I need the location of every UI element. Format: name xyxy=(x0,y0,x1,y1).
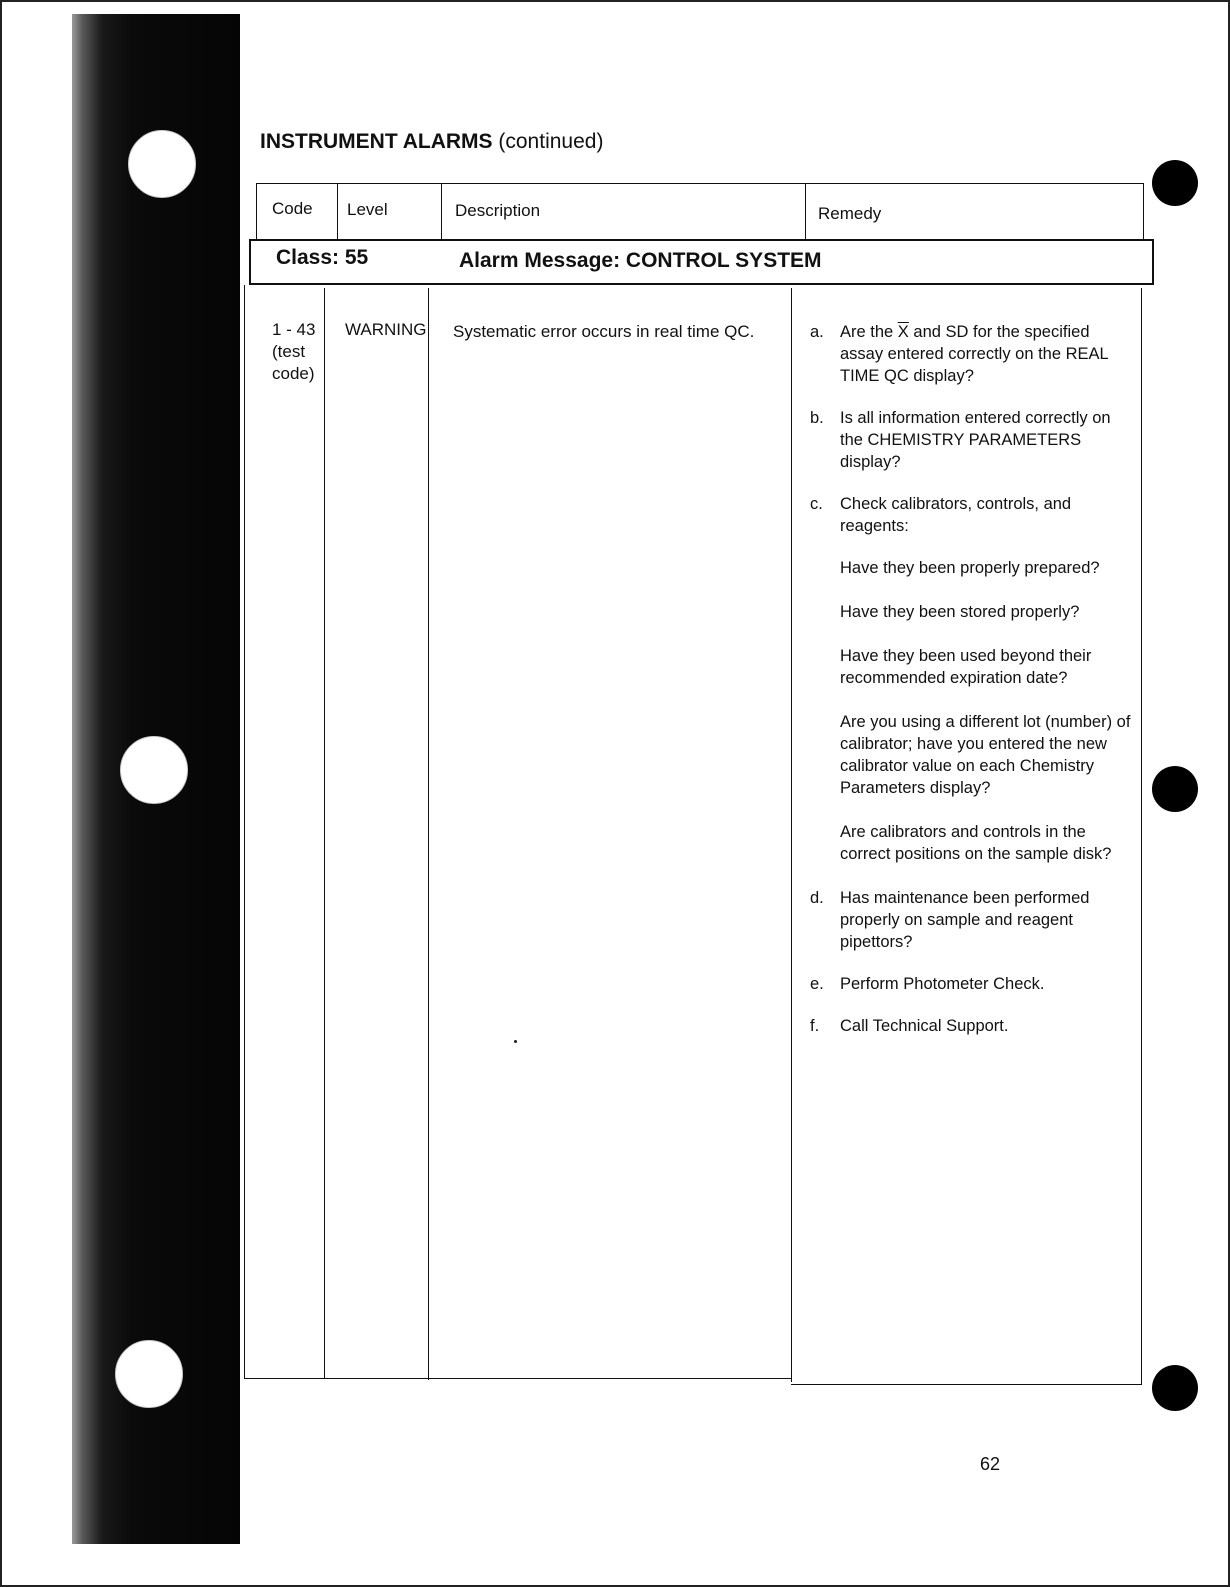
table-bottom-border-right xyxy=(791,1384,1142,1385)
body-divider-description xyxy=(791,288,792,1382)
table-bottom-border-left xyxy=(244,1378,792,1379)
remedy-sub-item: Have they been used beyond their recommended expiration date? xyxy=(840,647,1092,687)
remedy-item-d xyxy=(806,887,1136,953)
remedy-sub-item: Have they been properly prepared? xyxy=(840,559,1100,577)
remedy-text: Perform Photometer Check. xyxy=(840,975,1045,993)
remedy-item-c xyxy=(806,493,1136,537)
remedy-sub-item: Are you using a different lot (number) of calibrator; have you entered the new calibrator value on each Chemistry Parameters display? xyxy=(840,713,1131,797)
body-divider-code xyxy=(324,288,325,1378)
level-cell: WARNING xyxy=(345,320,427,339)
binder-hole-top xyxy=(128,130,196,198)
remedy-sub-item: Are calibrators and controls in the correct positions on the sample disk? xyxy=(840,823,1112,863)
header-level: Level xyxy=(347,200,388,219)
remedy-letter: c. xyxy=(810,495,823,513)
punch-dot-bottom xyxy=(1152,1365,1198,1411)
header-right-border xyxy=(1143,183,1144,239)
remedy-list xyxy=(806,321,1136,1057)
binder-hole-middle xyxy=(120,736,188,804)
header-code: Code xyxy=(272,199,313,218)
remedy-letter: f. xyxy=(810,1017,820,1035)
page-heading xyxy=(260,130,603,154)
class-label: Class: 55 xyxy=(276,246,369,269)
remedy-item-f xyxy=(806,1015,1136,1037)
code-line: (test xyxy=(272,342,306,361)
class-band xyxy=(249,239,1154,285)
body-right-border xyxy=(1141,288,1142,1384)
remedy-text-pre: Are the xyxy=(840,323,898,341)
header-description: Description xyxy=(455,201,541,220)
code-line: 1 - 43 xyxy=(272,320,316,339)
remedy-item-b xyxy=(806,407,1136,473)
remedy-text: Is all information entered correctly on the CHEMISTRY PARAMETERS display? xyxy=(840,409,1111,471)
header-left-border xyxy=(256,183,257,239)
heading-bold: INSTRUMENT ALARMS xyxy=(260,130,493,153)
remedy-letter: b. xyxy=(810,409,824,427)
body-left-border xyxy=(244,285,245,1378)
punch-dot-middle xyxy=(1152,766,1198,812)
header-remedy: Remedy xyxy=(818,204,882,223)
remedy-text: Has maintenance been performed properly on sample and reagent pipettors? xyxy=(840,889,1090,951)
body-divider-level xyxy=(428,288,429,1380)
remedy-text: Check calibrators, controls, and reagents: xyxy=(840,495,1072,535)
x-bar-symbol: $\overline{X}$ xyxy=(897,323,909,341)
remedy-text: Call Technical Support. xyxy=(840,1017,1009,1035)
remedy-letter: d. xyxy=(810,889,824,907)
code-line: code) xyxy=(272,364,315,383)
page-number: 62 xyxy=(980,1454,1001,1474)
binder-hole-bottom xyxy=(115,1340,183,1408)
code-cell xyxy=(272,319,315,385)
description-cell: Systematic error occurs in real time QC. xyxy=(453,322,755,341)
remedy-item-e xyxy=(806,973,1136,995)
heading-continued: (continued) xyxy=(492,130,604,153)
table-top-border xyxy=(256,183,1144,184)
remedy-text-post: and SD for the specified assay entered correctly on the REAL TIME QC display? xyxy=(840,323,1109,385)
header-divider-code xyxy=(337,183,338,239)
remedy-letter: a. xyxy=(810,323,824,341)
alarm-message: Alarm Message: CONTROL SYSTEM xyxy=(459,249,822,272)
punch-dot-top xyxy=(1152,160,1198,206)
header-divider-description xyxy=(805,183,806,239)
scan-speck xyxy=(514,1040,517,1043)
header-divider-level xyxy=(441,183,442,239)
remedy-letter: e. xyxy=(810,975,824,993)
remedy-item-a xyxy=(806,321,1136,387)
remedy-sub-item: Have they been stored properly? xyxy=(840,603,1080,621)
